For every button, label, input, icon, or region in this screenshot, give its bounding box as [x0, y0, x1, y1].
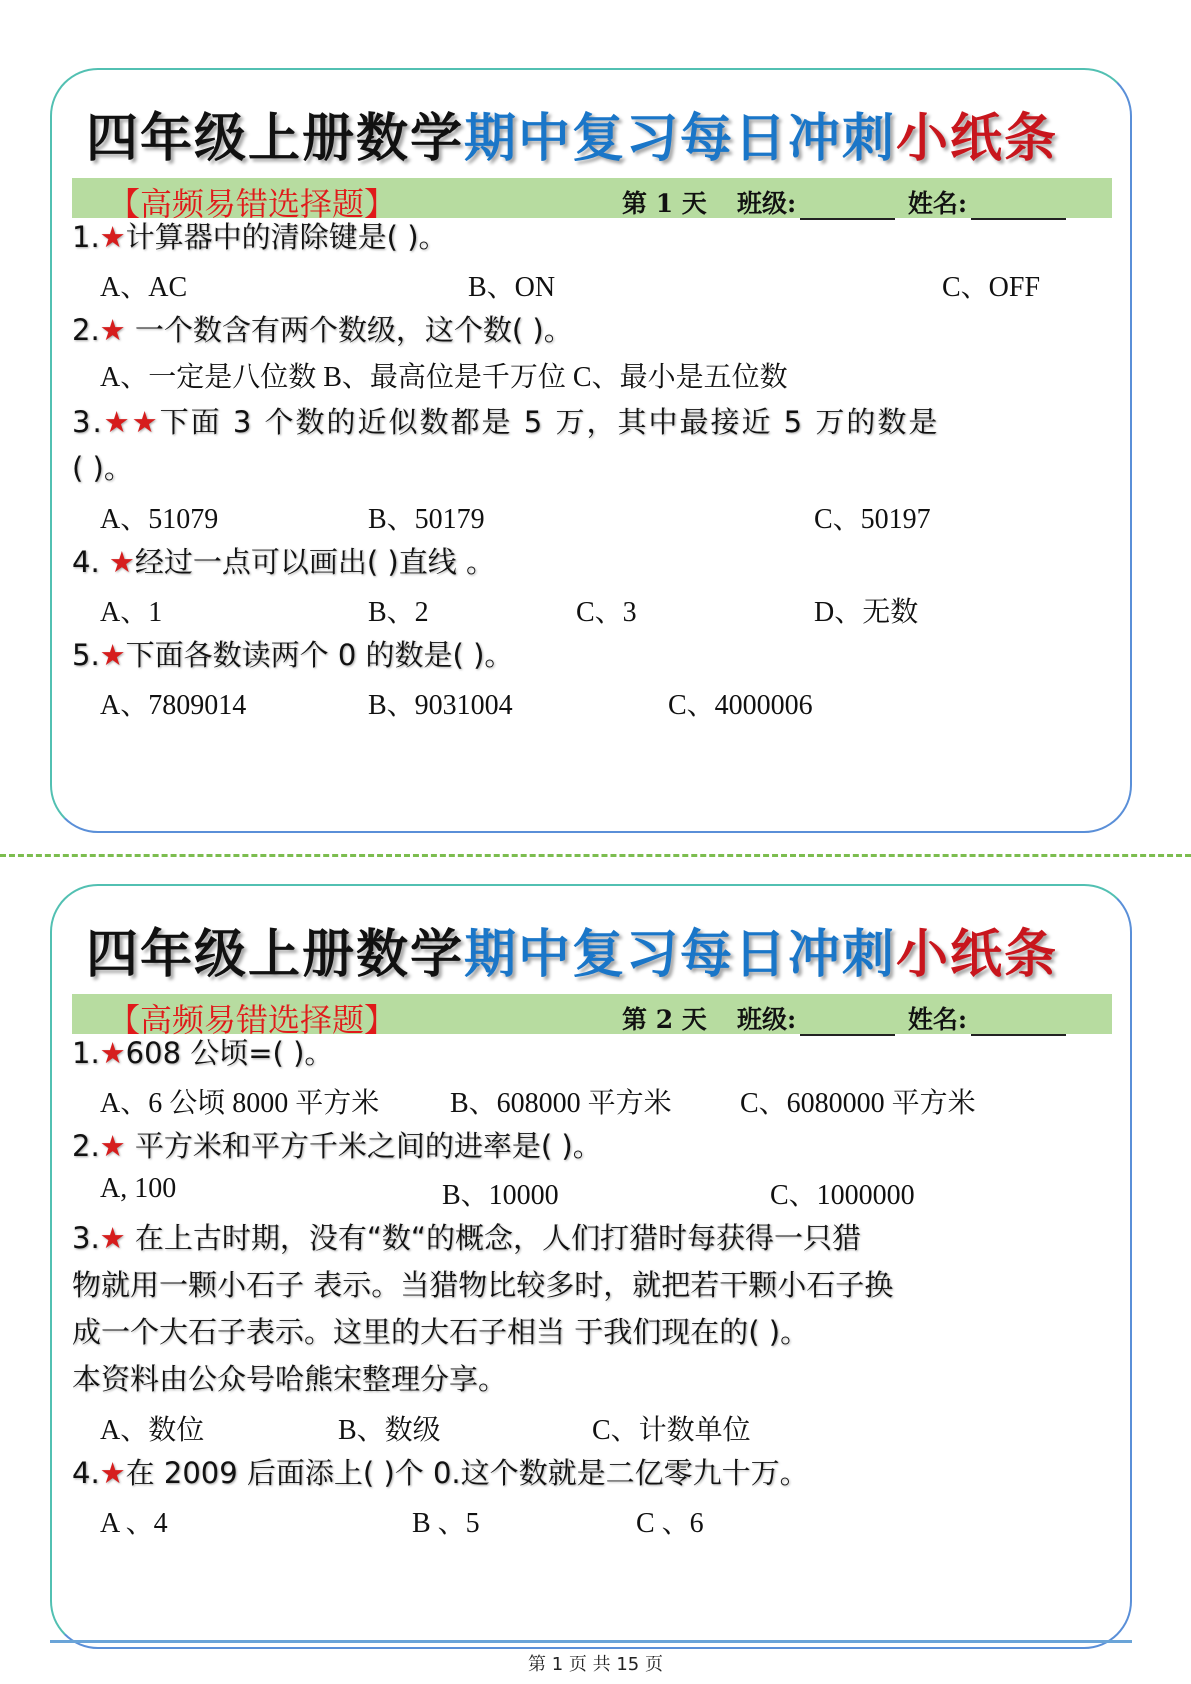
- option-a: A, 100: [100, 1173, 177, 1204]
- card-title: [86, 912, 1058, 987]
- option-a: A、51079: [100, 504, 219, 535]
- option-b: B、10000: [442, 1180, 559, 1211]
- card-title: [86, 96, 1058, 171]
- page-footer: 第 1 页 共 15 页: [528, 1654, 663, 1675]
- class-blank[interactable]: [800, 196, 895, 220]
- question-2: [72, 308, 573, 349]
- option-c: C 、6: [636, 1508, 704, 1539]
- question-text: 下面各数读两个 0 的数是( )。: [125, 638, 514, 672]
- review-card-day-1: [50, 68, 1132, 833]
- option-d: D、无数: [814, 597, 919, 628]
- question-number: 1.: [72, 220, 100, 254]
- option-c: C、1000000: [770, 1180, 915, 1211]
- question-2: [72, 1124, 602, 1165]
- question-1: [72, 215, 448, 256]
- day-label: 第 1 天: [622, 189, 707, 218]
- name-label: 姓名:: [907, 1005, 968, 1034]
- name-blank[interactable]: [971, 1012, 1066, 1036]
- option-b: B、数级: [338, 1415, 441, 1446]
- option-a: A、1: [100, 597, 163, 628]
- option-a: A 、4: [100, 1508, 168, 1539]
- question-text: 在 2009 后面添上( )个 0.这个数就是二亿零九十万。: [125, 1456, 809, 1490]
- option-a: A、6 公顷 8000 平方米: [100, 1088, 380, 1119]
- star-icon: ★: [99, 1221, 126, 1255]
- cut-line-divider: [0, 854, 1191, 857]
- question-number: 3.: [72, 405, 104, 439]
- question-3-line-2: ( )。: [72, 451, 133, 485]
- option-a: A、7809014: [100, 690, 247, 721]
- class-blank[interactable]: [800, 1012, 895, 1036]
- section-band: [72, 994, 1112, 1039]
- question-text: 608 公顷=( )。: [125, 1036, 334, 1070]
- question-number: 4.: [72, 545, 100, 579]
- question-number: 4.: [72, 1456, 100, 1490]
- option-b: B、ON: [468, 272, 556, 303]
- question-3: [72, 400, 939, 441]
- question-number: 2.: [72, 1129, 100, 1163]
- star-icon: ★: [99, 1129, 126, 1163]
- options-line: A、一定是八位数 B、最高位是千万位 C、最小是五位数: [100, 362, 788, 393]
- name-blank[interactable]: [971, 196, 1066, 220]
- title-part-review: 期中复习每日冲刺: [464, 925, 897, 985]
- question-text: 平方米和平方千米之间的进率是( )。: [125, 1129, 602, 1163]
- question-text: 计算器中的清除键是( )。: [125, 220, 448, 254]
- star-icon: ★: [99, 638, 126, 672]
- title-part-note: 小纸条: [896, 109, 1059, 169]
- question-number: 1.: [72, 1036, 100, 1070]
- question-5: [72, 633, 513, 674]
- star-icon: ★: [99, 220, 126, 254]
- day-meta: [622, 1000, 1070, 1036]
- section-tag: 【高频易错选择题】: [108, 1001, 397, 1039]
- day-meta: [622, 184, 1070, 220]
- title-part-grade: 四年级上册数学: [86, 109, 465, 169]
- footer-rule: [50, 1640, 1132, 1643]
- option-b: B、9031004: [368, 690, 513, 721]
- option-b: B 、5: [412, 1508, 480, 1539]
- option-c: C、3: [576, 597, 637, 628]
- section-tag: 【高频易错选择题】: [108, 185, 397, 223]
- star-icon: ★★: [103, 405, 160, 439]
- title-part-note: 小纸条: [896, 925, 1059, 985]
- name-label: 姓名:: [907, 189, 968, 218]
- day-label: 第 2 天: [622, 1005, 707, 1034]
- star-icon: ★: [99, 1456, 126, 1490]
- option-a: A、AC: [100, 272, 188, 303]
- question-4: [72, 1451, 809, 1492]
- question-number: 2.: [72, 313, 100, 347]
- question-3: [72, 1216, 861, 1257]
- question-1: [72, 1031, 333, 1072]
- option-a: A、数位: [100, 1415, 205, 1446]
- option-c: C、计数单位: [592, 1415, 751, 1446]
- question-text: 经过一点可以画出( )直线 。: [134, 545, 495, 579]
- question-text: 在上古时期，没有“数“的概念，人们打猎时每获得一只猎: [125, 1221, 861, 1255]
- option-c: C、50197: [814, 504, 931, 535]
- star-icon: ★: [99, 313, 126, 347]
- question-text: 下面 3 个数的近似数都是 5 万，其中最接近 5 万的数是: [159, 405, 940, 439]
- question-4: [72, 540, 495, 581]
- question-number: 5.: [72, 638, 100, 672]
- class-label: 班级:: [736, 189, 797, 218]
- option-b: B、2: [368, 597, 429, 628]
- class-label: 班级:: [736, 1005, 797, 1034]
- option-c: C、OFF: [942, 272, 1041, 303]
- star-icon: ★: [99, 1036, 126, 1070]
- question-number: 3.: [72, 1221, 100, 1255]
- review-card-day-2: [50, 884, 1132, 1649]
- title-part-grade: 四年级上册数学: [86, 925, 465, 985]
- question-3-line-2: 物就用一颗小石子 表示。当猎物比较多时，就把若干颗小石子换: [72, 1268, 894, 1302]
- title-part-review: 期中复习每日冲刺: [464, 109, 897, 169]
- question-3-line-4: 本资料由公众号哈熊宋整理分享。: [72, 1362, 508, 1396]
- option-b: B、608000 平方米: [450, 1088, 672, 1119]
- question-3-line-3: 成一个大石子表示。这里的大石子相当 于我们现在的( )。: [72, 1315, 810, 1349]
- star-icon: ★: [99, 545, 135, 579]
- option-c: C、4000006: [668, 690, 813, 721]
- section-band: [72, 178, 1112, 223]
- question-text: 一个数含有两个数级，这个数( )。: [125, 313, 573, 347]
- option-b: B、50179: [368, 504, 485, 535]
- option-c: C、6080000 平方米: [740, 1088, 976, 1119]
